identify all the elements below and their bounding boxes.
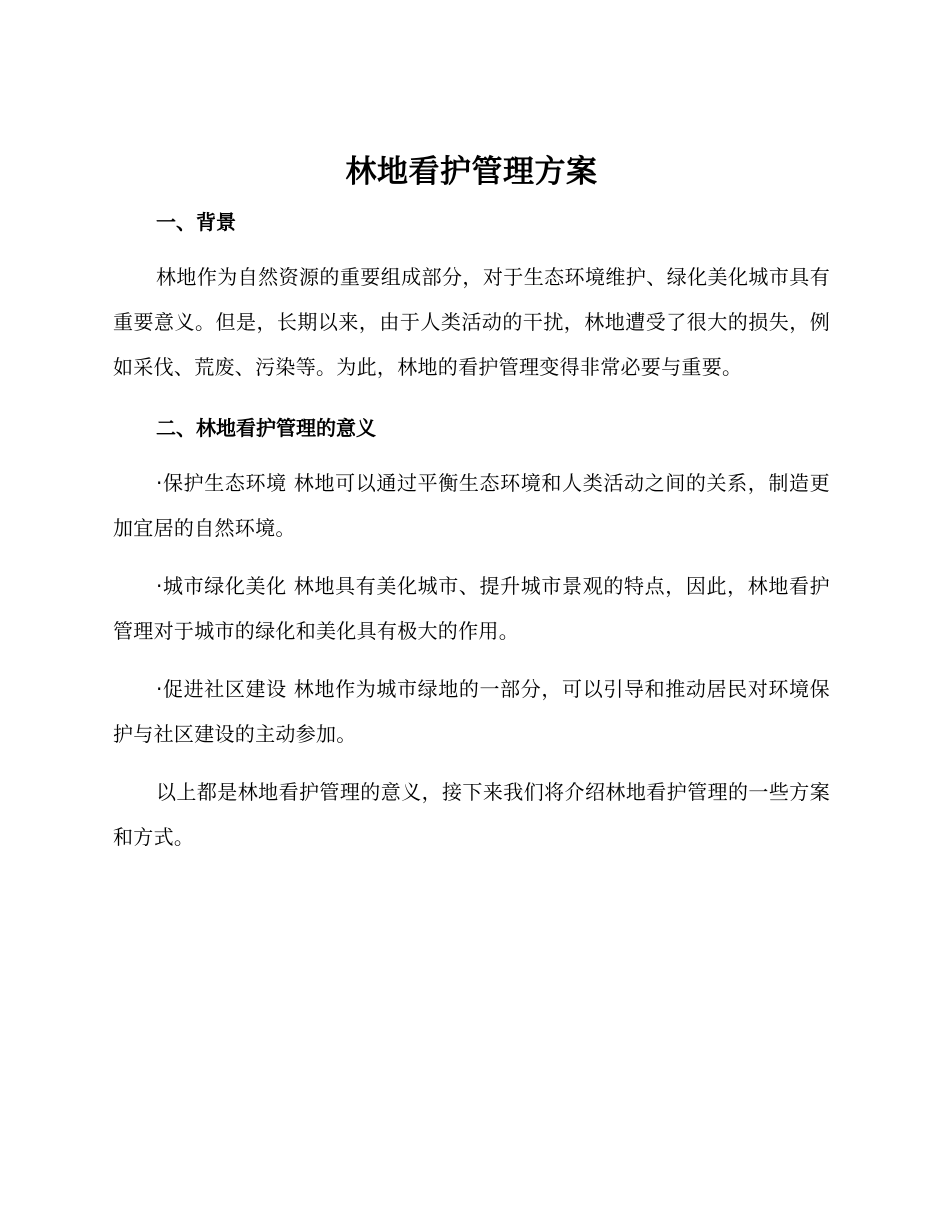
background-paragraph: 林地作为自然资源的重要组成部分，对于生态环境维护、绿化美化城市具有重要意义。但是，长期以来，由于人类活动的干扰，林地遭受了很大的损失，例如采伐、荒废、污染等。为此，林地的看护管理变得非常必要与重要。 xyxy=(113,265,830,379)
section-heading-significance: 二、林地看护管理的意义 xyxy=(156,416,376,440)
bullet-text: 林地可以通过平衡生态环境和人类活动之间的关系，制造更加宜居的自然环境。 xyxy=(113,471,830,540)
bullet-item-community xyxy=(113,667,830,757)
bullet-label: 保护生态环境 xyxy=(162,471,287,495)
bullet-item-ecology xyxy=(113,461,830,551)
bullet-dot: · xyxy=(156,471,163,495)
document-title: 林地看护管理方案 xyxy=(345,154,598,190)
bullet-dot: · xyxy=(156,574,163,598)
bullet-dot: · xyxy=(156,677,163,701)
bullet-text: 林地作为城市绿地的一部分，可以引导和推动居民对环境保护与社区建设的主动参加。 xyxy=(113,677,830,746)
bullet-label: 城市绿化美化 xyxy=(162,574,287,598)
closing-paragraph: 以上都是林地看护管理的意义，接下来我们将介绍林地看护管理的一些方案和方式。 xyxy=(113,780,830,849)
bullet-text: 林地具有美化城市、提升城市景观的特点，因此，林地看护管理对于城市的绿化和美化具有极大的作用。 xyxy=(113,574,830,643)
section-heading-background: 一、背景 xyxy=(156,210,236,234)
bullet-item-greening xyxy=(113,564,830,654)
bullet-label: 促进社区建设 xyxy=(162,677,287,701)
